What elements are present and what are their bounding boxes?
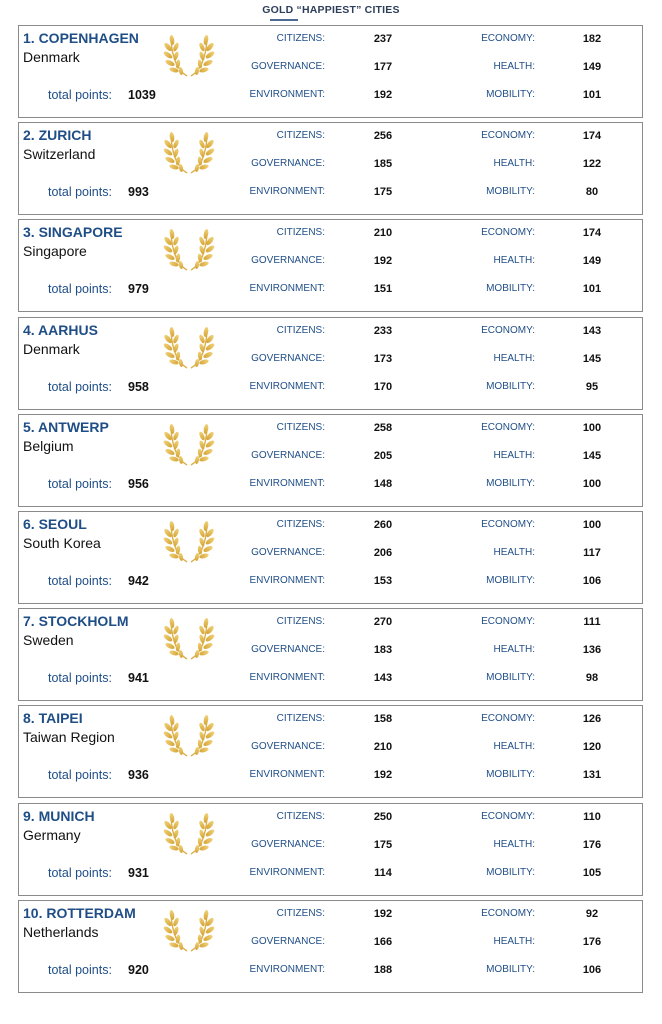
citizens-value: 258: [373, 422, 393, 434]
mobility-value: 101: [582, 283, 602, 295]
mobility-label: MOBILITY:: [486, 89, 535, 100]
city-name: 9. MUNICH: [23, 808, 95, 824]
mobility-label: MOBILITY:: [486, 964, 535, 975]
mobility-value: 80: [585, 186, 599, 198]
governance-value: 173: [373, 353, 393, 365]
governance-value: 206: [373, 547, 393, 559]
citizens-value: 237: [373, 33, 393, 45]
health-label: HEALTH:: [493, 547, 535, 558]
citizens-value: 210: [373, 227, 393, 239]
economy-value: 174: [582, 130, 602, 142]
total-points-value: 958: [128, 380, 149, 394]
laurel-wreath-icon: [163, 324, 215, 372]
mobility-value: 105: [582, 867, 602, 879]
city-name: 5. ANTWERP: [23, 419, 109, 435]
environment-label: ENVIRONMENT:: [249, 867, 325, 878]
country-name: Sweden: [23, 632, 74, 648]
mobility-value: 101: [582, 89, 602, 101]
mobility-label: MOBILITY:: [486, 478, 535, 489]
economy-label: ECONOMY:: [481, 519, 535, 530]
health-value: 145: [582, 353, 602, 365]
laurel-wreath-icon: [163, 421, 215, 469]
page-header: [0, 0, 662, 24]
citizens-value: 250: [373, 811, 393, 823]
economy-value: 110: [583, 811, 601, 823]
citizens-value: 256: [373, 130, 393, 142]
economy-value: 100: [582, 422, 602, 434]
citizens-label: CITIZENS:: [276, 713, 325, 724]
economy-label: ECONOMY:: [481, 811, 535, 822]
total-points-label: total points:: [48, 282, 112, 296]
environment-value: 192: [373, 769, 393, 781]
country-name: Singapore: [23, 243, 87, 259]
total-points-label: total points:: [48, 380, 112, 394]
health-label: HEALTH:: [493, 158, 535, 169]
environment-label: ENVIRONMENT:: [249, 381, 325, 392]
mobility-label: MOBILITY:: [486, 867, 535, 878]
city-card: [18, 25, 643, 118]
economy-value: 92: [585, 908, 599, 920]
governance-label: GOVERNANCE:: [251, 158, 325, 169]
governance-label: GOVERNANCE:: [251, 741, 325, 752]
health-value: 145: [582, 450, 602, 462]
citizens-label: CITIZENS:: [276, 422, 325, 433]
mobility-value: 131: [582, 769, 602, 781]
environment-value: 192: [373, 89, 393, 101]
mobility-label: MOBILITY:: [486, 381, 535, 392]
city-name: 10. ROTTERDAM: [23, 905, 136, 921]
citizens-label: CITIZENS:: [276, 519, 325, 530]
environment-label: ENVIRONMENT:: [249, 186, 325, 197]
governance-label: GOVERNANCE:: [251, 839, 325, 850]
citizens-value: 192: [373, 908, 393, 920]
health-value: 122: [582, 158, 602, 170]
total-points-label: total points:: [48, 88, 112, 102]
economy-label: ECONOMY:: [481, 130, 535, 141]
total-points-value: 979: [128, 282, 149, 296]
laurel-wreath-icon: [163, 518, 215, 566]
environment-value: 143: [373, 672, 393, 684]
environment-value: 114: [374, 867, 392, 879]
governance-label: GOVERNANCE:: [251, 353, 325, 364]
city-card: [18, 414, 643, 507]
total-points-value: 941: [128, 671, 149, 685]
health-value: 176: [582, 839, 602, 851]
governance-value: 192: [373, 255, 393, 267]
governance-label: GOVERNANCE:: [251, 255, 325, 266]
economy-value: 111: [583, 616, 601, 628]
country-name: Belgium: [23, 438, 74, 454]
governance-value: 166: [373, 936, 393, 948]
city-name: 3. SINGAPORE: [23, 224, 123, 240]
economy-value: 126: [582, 713, 602, 725]
health-value: 149: [582, 61, 602, 73]
total-points-label: total points:: [48, 477, 112, 491]
city-name: 8. TAIPEI: [23, 710, 83, 726]
governance-value: 185: [373, 158, 393, 170]
governance-value: 175: [373, 839, 393, 851]
city-name: 1. COPENHAGEN: [23, 30, 139, 46]
citizens-label: CITIZENS:: [276, 227, 325, 238]
environment-value: 148: [373, 478, 393, 490]
title-underline: [270, 19, 298, 21]
environment-value: 153: [373, 575, 393, 587]
environment-value: 170: [373, 381, 393, 393]
total-points-value: 931: [128, 866, 149, 880]
country-name: Switzerland: [23, 146, 96, 162]
economy-value: 100: [582, 519, 602, 531]
health-value: 149: [582, 255, 602, 267]
country-name: Germany: [23, 827, 81, 843]
health-value: 136: [582, 644, 602, 656]
mobility-label: MOBILITY:: [486, 575, 535, 586]
governance-value: 210: [373, 741, 393, 753]
environment-label: ENVIRONMENT:: [249, 89, 325, 100]
laurel-wreath-icon: [163, 226, 215, 274]
mobility-value: 98: [585, 672, 599, 684]
total-points-label: total points:: [48, 768, 112, 782]
page-title: GOLD “HAPPIEST” CITIES: [262, 4, 400, 16]
laurel-wreath-icon: [163, 129, 215, 177]
city-card: [18, 219, 643, 312]
health-label: HEALTH:: [493, 741, 535, 752]
citizens-value: 270: [373, 616, 393, 628]
citizens-value: 233: [373, 325, 393, 337]
health-label: HEALTH:: [493, 450, 535, 461]
health-label: HEALTH:: [493, 353, 535, 364]
total-points-label: total points:: [48, 866, 112, 880]
citizens-label: CITIZENS:: [276, 616, 325, 627]
city-card: [18, 511, 643, 604]
environment-label: ENVIRONMENT:: [249, 964, 325, 975]
environment-label: ENVIRONMENT:: [249, 283, 325, 294]
laurel-wreath-icon: [163, 712, 215, 760]
country-name: Denmark: [23, 341, 80, 357]
city-name: 7. STOCKHOLM: [23, 613, 129, 629]
environment-value: 188: [373, 964, 393, 976]
city-card: [18, 803, 643, 896]
country-name: Taiwan Region: [23, 729, 115, 745]
governance-label: GOVERNANCE:: [251, 61, 325, 72]
governance-value: 177: [373, 61, 393, 73]
citizens-label: CITIZENS:: [276, 130, 325, 141]
total-points-value: 993: [128, 185, 149, 199]
mobility-label: MOBILITY:: [486, 186, 535, 197]
health-label: HEALTH:: [493, 936, 535, 947]
city-card: [18, 900, 643, 993]
city-card: [18, 317, 643, 410]
health-label: HEALTH:: [493, 255, 535, 266]
citizens-value: 260: [373, 519, 393, 531]
governance-label: GOVERNANCE:: [251, 644, 325, 655]
city-name: 6. SEOUL: [23, 516, 87, 532]
health-value: 117: [583, 547, 601, 559]
governance-label: GOVERNANCE:: [251, 547, 325, 558]
health-value: 176: [582, 936, 602, 948]
citizens-label: CITIZENS:: [276, 908, 325, 919]
environment-label: ENVIRONMENT:: [249, 672, 325, 683]
health-label: HEALTH:: [493, 839, 535, 850]
laurel-wreath-icon: [163, 907, 215, 955]
total-points-label: total points:: [48, 963, 112, 977]
total-points-label: total points:: [48, 671, 112, 685]
health-value: 120: [582, 741, 602, 753]
country-name: South Korea: [23, 535, 101, 551]
economy-value: 143: [582, 325, 602, 337]
total-points-value: 936: [128, 768, 149, 782]
economy-label: ECONOMY:: [481, 422, 535, 433]
mobility-value: 95: [585, 381, 599, 393]
economy-label: ECONOMY:: [481, 325, 535, 336]
citizens-label: CITIZENS:: [276, 33, 325, 44]
economy-label: ECONOMY:: [481, 908, 535, 919]
total-points-label: total points:: [48, 185, 112, 199]
total-points-label: total points:: [48, 574, 112, 588]
environment-label: ENVIRONMENT:: [249, 575, 325, 586]
mobility-value: 106: [582, 964, 602, 976]
mobility-label: MOBILITY:: [486, 672, 535, 683]
environment-value: 151: [373, 283, 393, 295]
governance-value: 205: [373, 450, 393, 462]
laurel-wreath-icon: [163, 615, 215, 663]
economy-value: 174: [582, 227, 602, 239]
citizens-label: CITIZENS:: [276, 811, 325, 822]
country-name: Netherlands: [23, 924, 99, 940]
health-label: HEALTH:: [493, 644, 535, 655]
city-card: [18, 608, 643, 701]
governance-label: GOVERNANCE:: [251, 936, 325, 947]
mobility-value: 106: [582, 575, 602, 587]
health-label: HEALTH:: [493, 61, 535, 72]
citizens-value: 158: [373, 713, 393, 725]
city-card: [18, 122, 643, 215]
mobility-value: 100: [582, 478, 602, 490]
city-name: 4. AARHUS: [23, 322, 98, 338]
laurel-wreath-icon: [163, 32, 215, 80]
mobility-label: MOBILITY:: [486, 769, 535, 780]
total-points-value: 942: [128, 574, 149, 588]
economy-label: ECONOMY:: [481, 616, 535, 627]
economy-label: ECONOMY:: [481, 713, 535, 724]
mobility-label: MOBILITY:: [486, 283, 535, 294]
governance-value: 183: [373, 644, 393, 656]
economy-label: ECONOMY:: [481, 227, 535, 238]
country-name: Denmark: [23, 49, 80, 65]
total-points-value: 1039: [128, 88, 156, 102]
governance-label: GOVERNANCE:: [251, 450, 325, 461]
laurel-wreath-icon: [163, 810, 215, 858]
economy-label: ECONOMY:: [481, 33, 535, 44]
environment-label: ENVIRONMENT:: [249, 478, 325, 489]
economy-value: 182: [582, 33, 602, 45]
environment-value: 175: [373, 186, 393, 198]
total-points-value: 920: [128, 963, 149, 977]
city-card: [18, 705, 643, 798]
city-name: 2. ZURICH: [23, 127, 92, 143]
total-points-value: 956: [128, 477, 149, 491]
citizens-label: CITIZENS:: [276, 325, 325, 336]
environment-label: ENVIRONMENT:: [249, 769, 325, 780]
